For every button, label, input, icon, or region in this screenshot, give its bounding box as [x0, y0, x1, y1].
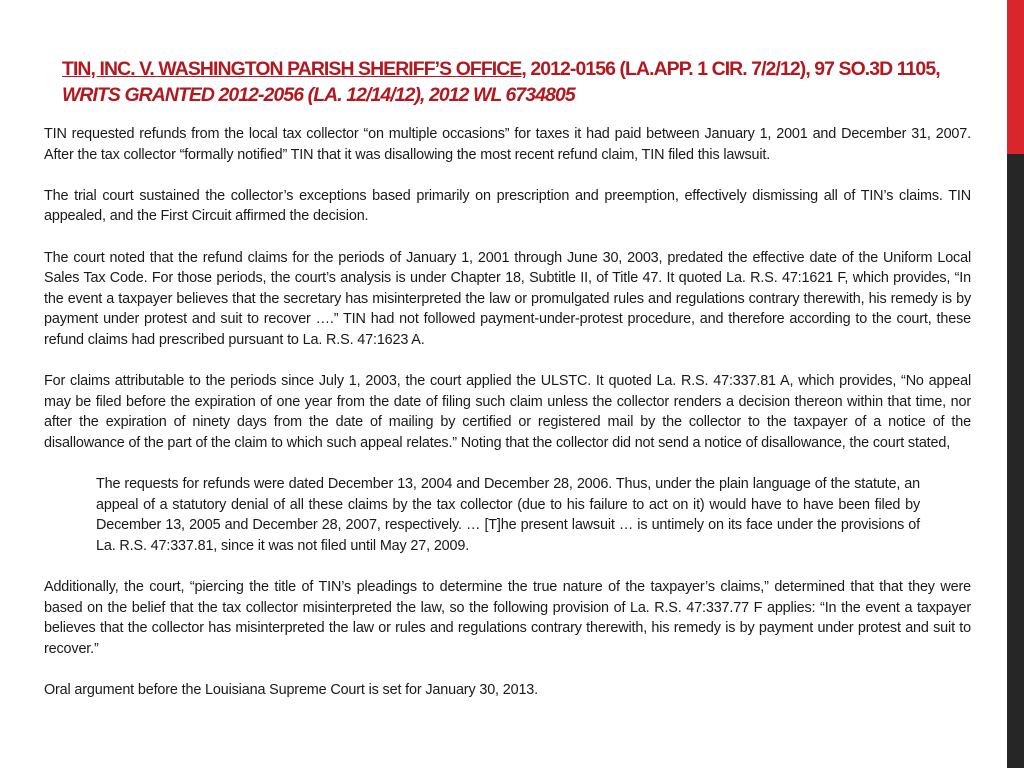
case-citation: , 2012-0156 (LA.APP. 1 CIR. 7/2/12), 97 SO.3D 1105,	[521, 58, 940, 80]
paragraph-ulstc-periods: For claims attributable to the periods since July 1, 2003, the court applied the ULSTC. It quoted La. R.S. 47:337.81 A, which provides, “No appeal may be filed before the expiration of one year from the date of filing such claim unless the collector renders a decision thereon within that time, nor after the expiration of ninety days from the date of mailing by certified or registered mail by the collector to the taxpayer of a notice of the disallowance of the part of the claim to which such appeal relates.” Noting that the collector did not send a notice of disallowance, the court stated,	[44, 373, 971, 451]
block-quote: The requests for refunds were dated December 13, 2004 and December 28, 2006. Thus, under the plain language of the statute, an appeal of a statutory denial of all these claims by the tax collector (due to his failure to act on it) would have to have been filed by December 13, 2005 and December 28, 2007, respectively. … [T]he present lawsuit … is untimely on its face under the provisions of La. R.S. 47:337.81, since it was not filed until May 27, 2009.	[96, 476, 920, 554]
paragraph-oral-argument: Oral argument before the Louisiana Supreme Court is set for January 30, 2013.	[44, 682, 539, 699]
slide-body	[44, 124, 971, 701]
paragraph-pre-ulstc-periods: The court noted that the refund claims for the periods of January 1, 2001 through June 30, 2003, predated the effective date of the Uniform Local Sales Tax Code. For those periods, the court’s analysis is under Chapter 18, Subtitle II, of Title 47. It quoted La. R.S. 47:1621 F, which provides, “In the event a taxpayer believes that the secretary has misinterpreted the law or promulgated rules and regulations contrary therewith, his remedy is by payment under protest and suit to recover ….” TIN had not followed payment-under-protest procedure, and therefore according to the court, these refund claims had prescribed pursuant to La. R.S. 47:1623 A.	[44, 249, 971, 348]
paragraph-trial-court: The trial court sustained the collector’s exceptions based primarily on prescription and preemption, effectively dismissing all of TIN’s claims. TIN appealed, and the First Circuit affirmed the decision.	[44, 187, 971, 225]
accent-bar-dark	[1007, 154, 1024, 768]
accent-bar-red	[1007, 0, 1024, 154]
paragraph-background: TIN requested refunds from the local tax collector “on multiple occasions” for taxes it had paid between January 1, 2001 and December 31, 2007. After the tax collector “formally notified” TIN that it was disallowing the most recent refund claim, TIN filed this lawsuit.	[44, 126, 971, 163]
slide-title	[62, 56, 982, 108]
case-name: TIN, INC. V. WASHINGTON PARISH SHERIFF’S OFFICE	[62, 58, 522, 80]
writs-granted: WRITS GRANTED 2012-2056 (LA. 12/14/12), 2012 WL 6734805	[62, 84, 575, 106]
paragraph-misinterpretation: Additionally, the court, “piercing the title of TIN’s pleadings to determine the true nature of the taxpayer’s claims,” determined that that they were based on the belief that the tax collector misinterpreted the law, so the following provision of La. R.S. 47:337.77 F applies: “In the event a taxpayer believes that the collector has misinterpreted the law or rules and regulations contrary therewith, his remedy is by payment under protest and suit to recover.”	[44, 579, 971, 657]
